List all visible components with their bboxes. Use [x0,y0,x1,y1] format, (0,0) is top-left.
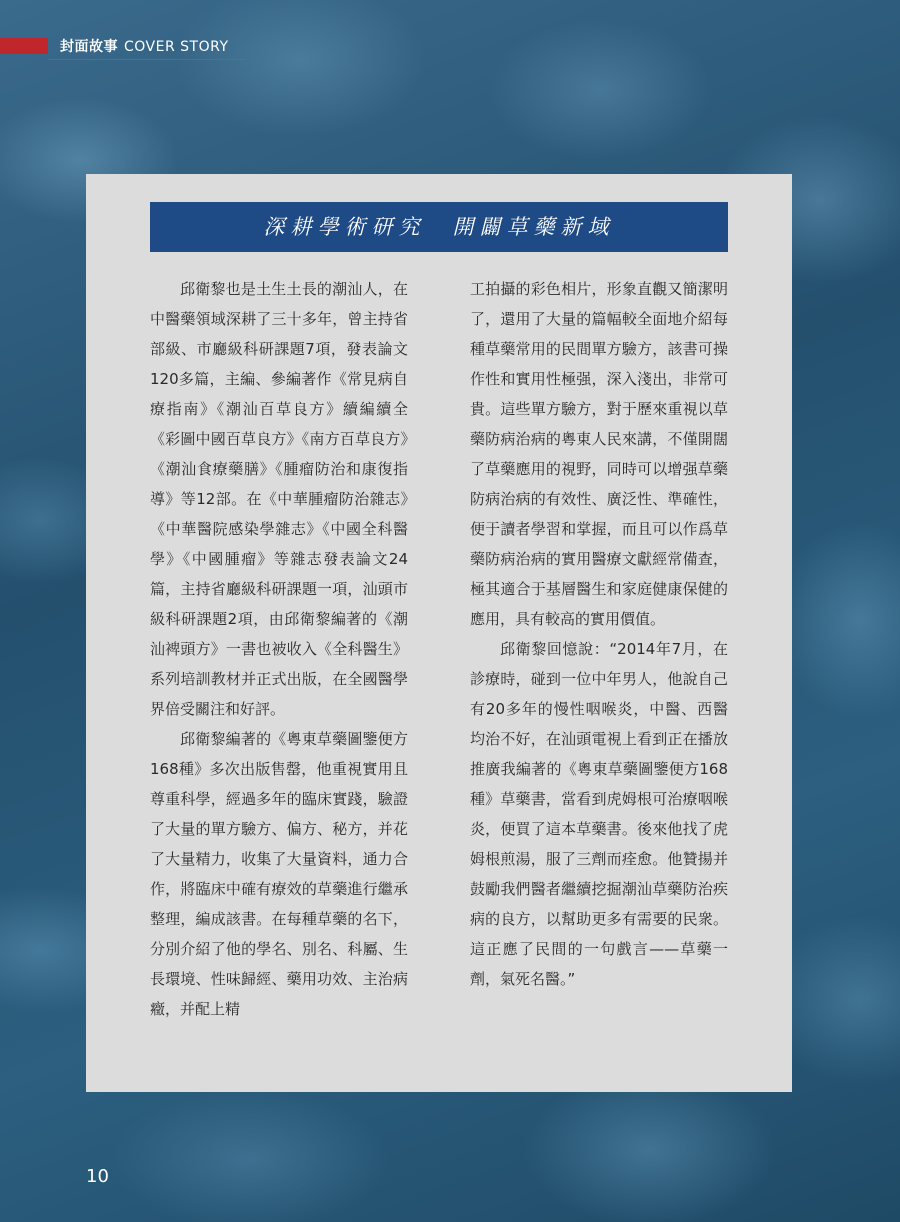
article-column-left [150,274,408,1024]
article-title: 深耕學術研究 開闢草藥新域 [150,202,728,252]
paragraph: 邱衛黎也是土生土長的潮汕人，在中醫藥領域深耕了三十多年，曾主持省部級、市廳級科研課題7項，發表論文120多篇，主編、參編著作《常見病自療指南》《潮汕百草良方》續編續全《彩圖中國百草良方》《南方百草良方》《潮汕食療藥膳》《腫瘤防治和康復指導》等12部。在《中華腫瘤防治雜志》《中華醫院感染學雜志》《中國全科醫學》《中國腫瘤》等雜志發表論文24篇，主持省廳級科研課題一項，汕頭市級科研課題2項，由邱衛黎編著的《潮汕裨頭方》一書也被收入《全科醫生》系列培訓教材并正式出版，在全國醫學界倍受關注和好評。 [150,280,408,718]
page-number: 10 [86,1166,109,1187]
article-column-right [470,274,728,994]
section-header [60,36,229,56]
header-accent-bar [0,38,48,54]
section-label-en: COVER STORY [124,39,229,55]
paragraph: 邱衛黎回憶說：“2014年7月，在診療時，碰到一位中年男人，他說自己有20多年的慢性咽喉炎，中醫、西醫均治不好，在汕頭電視上看到正在播放推廣我編著的《粵東草藥圖鑒便方168種》草藥書，當看到虎姆根可治療咽喉炎，便買了這本草藥書。後來他找了虎姆根煎湯，服了三劑而痊愈。他贊揚并鼓勵我們醫者繼續挖掘潮汕草藥防治疾病的良方，以幫助更多有需要的民衆。這正應了民間的一句戲言——草藥一劑，氣死名醫。” [470,640,728,988]
paragraph: 邱衛黎編著的《粵東草藥圖鑒便方168種》多次出版售罄，他重視實用且尊重科學，經過多年的臨床實踐，驗證了大量的單方驗方、偏方、秘方，并花了大量精力，收集了大量資料，通力合作，將臨床中確有療效的草藥進行繼承整理，編成該書。在每種草藥的名下，分別介紹了他的學名、別名、科屬、生長環境、性味歸經、藥用功效、主治病癥，并配上精 [150,730,408,1018]
section-label-zh: 封面故事 [60,39,118,55]
paragraph: 工拍攝的彩色相片，形象直觀又簡潔明了，還用了大量的篇幅較全面地介紹每種草藥常用的民間單方驗方，該書可操作性和實用性極强，深入淺出，非常可貴。這些單方驗方，對于歷來重視以草藥防病治病的粵東人民來講，不僅開闊了草藥應用的視野，同時可以增强草藥防病治病的有效性、廣泛性、準確性，便于讀者學習和掌握，而且可以作爲草藥防病治病的實用醫療文獻經常備查，極其適合于基層醫生和家庭健康保健的應用，具有較高的實用價值。 [470,280,728,628]
article-panel [86,174,792,1092]
header-underline [48,59,246,60]
